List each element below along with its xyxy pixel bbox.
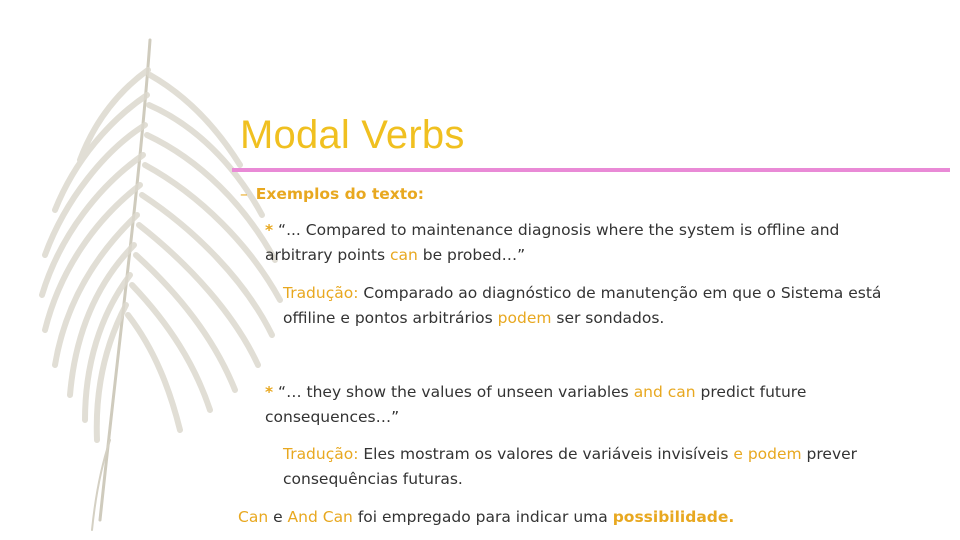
conclusion — [238, 505, 918, 530]
translation-text-b: ser sondados. — [551, 309, 665, 327]
joiner-text: e — [268, 508, 288, 526]
translation-text-a: Comparado ao diagnóstico de manutenção em que o Sistema está offiline e pontos arbitrários — [283, 284, 882, 327]
keyword-possibility: possibilidade. — [612, 508, 735, 526]
example-2-quote — [238, 380, 895, 430]
translation-label: Tradução: — [283, 445, 359, 463]
term-and-can: And Can — [287, 508, 353, 526]
conclusion-text: foi empregado para indicar uma — [352, 508, 613, 526]
translation-text-a: Eles mostram os valores de variáveis invisíveis — [358, 445, 734, 463]
example-1-quote — [238, 218, 895, 268]
subheading — [238, 182, 918, 207]
modal-highlight: and can — [633, 383, 696, 401]
translation-modal: e podem — [733, 445, 802, 463]
dash-bullet: – — [240, 185, 248, 203]
translation-text-b: prever consequências futuras. — [283, 445, 858, 488]
quote-text-b: predict future consequences…” — [265, 383, 807, 426]
translation-modal: podem — [497, 309, 552, 327]
example-2-translation — [238, 442, 913, 492]
example-1-translation — [238, 281, 913, 331]
translation-label: Tradução: — [283, 284, 359, 302]
slide-title: Modal Verbs — [240, 113, 465, 157]
quote-text-a: “… they show the values of unseen variables — [278, 383, 634, 401]
star-bullet: * — [265, 221, 274, 239]
title-divider — [232, 168, 950, 172]
modal-highlight: can — [389, 246, 418, 264]
quote-text-a: “... Compared to maintenance diagnosis where the system is offline and arbitrary points — [265, 221, 840, 264]
quote-text-b: be probed…” — [417, 246, 526, 264]
term-can: Can — [238, 508, 269, 526]
star-bullet: * — [265, 383, 274, 401]
subheading-label: Exemplos do texto: — [255, 185, 424, 203]
